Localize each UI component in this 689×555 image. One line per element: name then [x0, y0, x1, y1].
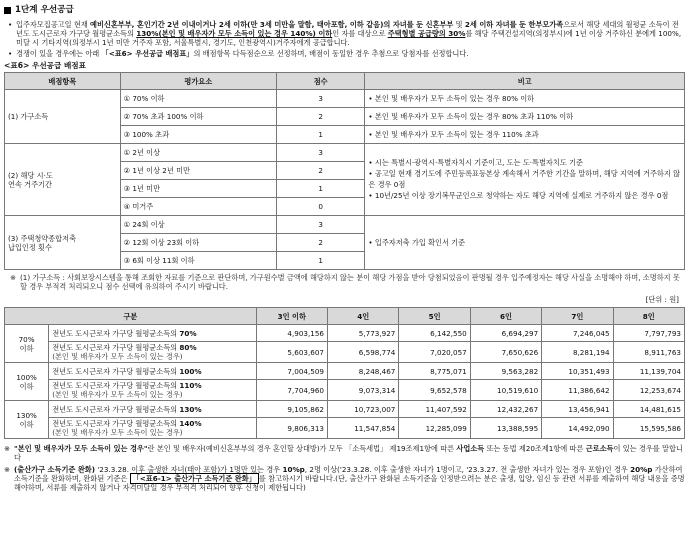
score-value: 1 [276, 180, 364, 198]
income-desc-text: 전년도 도시근로자 가구당 월평균소득의 [52, 343, 180, 353]
footnote-income [4, 444, 685, 462]
table-row [5, 363, 685, 380]
income-group-label: 100% 이하 [5, 363, 49, 401]
score-value: 0 [276, 198, 364, 216]
score-note: • 본인 및 배우자가 모두 소득이 있는 경우 80% 이하 [365, 90, 685, 108]
score-factor: ② 70% 초과 100% 이하 [120, 108, 276, 126]
income-value: 6,142,550 [399, 325, 470, 342]
intro-text: 경쟁이 있을 경우에는 아래 [16, 48, 102, 58]
table-row [5, 144, 685, 162]
income-value: 9,806,313 [256, 418, 327, 439]
footnote-emphasis: (출산가구 소득기준 완화) [14, 465, 96, 475]
score-table [4, 72, 685, 270]
income-table [4, 307, 685, 439]
income-value: 7,797,793 [613, 325, 684, 342]
intro-text: 입주자모집공고일 현재 [16, 19, 91, 29]
score-factor: ① 70% 이하 [120, 90, 276, 108]
table1-footnote: ※ (1) 가구소득 : 사회보장시스템을 통해 조회한 자료를 기준으로 판단하며, 가구원수별 금액에 해당하지 않는 분이 해당 가점을 받아 당첨되었음이 판명될 경우 입주예정자는 해당 사실을 소명해야 하며, 소명하지 못할 경우 부적격 처리되오니 점수 선택에 유의하여 주시기 바랍니다. [10, 273, 685, 291]
income-group-label: 70% 이하 [5, 325, 49, 363]
income-value: 8,911,763 [613, 342, 684, 363]
income-desc-sub: (본인 및 배우자가 모두 소득이 있는 경우) [52, 428, 183, 438]
footnote-text: 이 있는 경우를 말합니다 [14, 444, 683, 463]
table2-header: 7인 [542, 308, 613, 325]
footnote-birth [4, 465, 685, 492]
table2-header: 8인 [613, 308, 684, 325]
income-desc-text: 전년도 도시근로자 가구당 월평균소득의 [52, 419, 180, 429]
score-note: • 본인 및 배우자가 모두 소득이 있는 경우 80% 초과 110% 이하 [365, 108, 685, 126]
income-value: 9,652,578 [399, 380, 470, 401]
score-note: • 공고일 현재 경기도에 주민등록표등본상 계속해서 거주한 기간을 말하며, 해당 지역에 거주하지 않은 경우 0점 [368, 168, 681, 189]
intro-emphasis: 주택형별 공급량의 30% [387, 28, 466, 38]
income-percent: 70% [179, 328, 197, 338]
income-value: 11,407,592 [399, 401, 470, 418]
unit-label: [단위 : 원] [645, 295, 679, 305]
section-title: 1단계 우선공급 [15, 5, 74, 15]
score-factor: ④ 미거주 [120, 198, 276, 216]
score-value: 3 [276, 144, 364, 162]
income-value: 9,073,314 [327, 380, 398, 401]
income-desc [49, 401, 256, 418]
income-value: 8,248,467 [327, 363, 398, 380]
footnote-text: '23.3.28. 이후 출생한 자녀(태아 포함)가 1명만 있는 경우 [95, 465, 283, 475]
score-factor: ③ 1년 미만 [120, 180, 276, 198]
intro-emphasis: 「<표6> 우선공급 배점표」 [101, 48, 194, 58]
footnote-emphasis: 사업소득 [456, 444, 485, 454]
table1-header: 평가요소 [120, 73, 276, 90]
footnote-emphasis: 20%p [630, 465, 653, 475]
income-desc-text: 전년도 도시근로자 가구당 월평균소득의 [52, 328, 180, 338]
income-group-label: 130% 이하 [5, 401, 49, 439]
income-value: 9,105,862 [256, 401, 327, 418]
score-value: 3 [276, 90, 364, 108]
footnote-emphasis: 근로소득 [585, 444, 614, 454]
income-desc-sub: (본인 및 배우자가 모두 소득이 있는 경우) [52, 352, 183, 362]
footnote-text: 또는 동법 제20조제1항에 따른 [484, 444, 586, 454]
intro-text: 인 자를 대상으로 [332, 28, 388, 38]
table-row [5, 342, 685, 363]
income-value: 6,598,774 [327, 342, 398, 363]
table-row [5, 418, 685, 439]
table-row [5, 216, 685, 234]
table1-header: 점수 [276, 73, 364, 90]
score-note-block [365, 144, 685, 216]
income-value: 8,775,071 [399, 363, 470, 380]
income-percent: 80% [179, 343, 197, 353]
income-value: 13,456,941 [542, 401, 613, 418]
income-value: 6,694,297 [470, 325, 541, 342]
table-row [5, 90, 685, 108]
score-factor: ③ 100% 초과 [120, 126, 276, 144]
table-row [5, 401, 685, 418]
income-desc [49, 418, 256, 439]
income-value: 11,139,704 [613, 363, 684, 380]
income-value: 9,563,282 [470, 363, 541, 380]
score-note: • 본인 및 배우자가 모두 소득이 있는 경우 110% 초과 [365, 126, 685, 144]
table2-header: 5인 [399, 308, 470, 325]
table2-header: 3인 이하 [256, 308, 327, 325]
income-desc [49, 342, 256, 363]
footnote-text: 란 본인 및 배우자(예비신혼부부의 경우 혼인할 상대방)가 모두 「소득세법」 제19조제1항에 따른 [147, 444, 457, 454]
table2-header: 6인 [470, 308, 541, 325]
income-value: 14,492,090 [542, 418, 613, 439]
income-desc [49, 380, 256, 401]
income-value: 12,253,674 [613, 380, 684, 401]
income-value: 7,650,626 [470, 342, 541, 363]
income-value: 7,704,960 [256, 380, 327, 401]
footnote-emphasis: "본인 및 배우자가 모두 소득이 있는 경우" [14, 444, 148, 454]
income-value: 8,281,194 [542, 342, 613, 363]
income-value: 10,351,493 [542, 363, 613, 380]
table-row [5, 325, 685, 342]
intro-text: 으로서 해당 세대의 월평균 소득이 전년도 도시근로자 가구당 월평균소득의 [16, 19, 679, 38]
intro-text: 의 배점항목 다득점순으로 선정하며, 배점이 동일한 경우 추첨으로 당첨자를 선정합니다. [193, 48, 469, 58]
income-value: 5,603,607 [256, 342, 327, 363]
income-value: 12,432,267 [470, 401, 541, 418]
intro-paragraph-1 [8, 20, 685, 47]
score-factor: ① 2년 이상 [120, 144, 276, 162]
footnote-emphasis: 「<표6-1> 출산가구 소득기준 완화」 [130, 473, 259, 484]
score-item: (1) 가구소득 [5, 90, 121, 144]
table2-header: 구분 [5, 308, 257, 325]
score-value: 3 [276, 216, 364, 234]
income-value: 13,388,595 [470, 418, 541, 439]
income-value: 7,246,045 [542, 325, 613, 342]
table2-header: 4인 [327, 308, 398, 325]
footnote-text: 를 참고하시기 바랍니다.(단, 출산가구 완화된 소득기준을 인정받으려는 분은 출생, 입양, 임신 등 관련 서류를 제출하여 해당 내용을 증명해야하며, 서류를 제출하지 않거나 자격미달일 경우 부적격 처리되어 향후 신청이 제한됩니다) [14, 474, 685, 493]
footnote-text: , 2명 이상('23.3.28. 이후 출생한 자녀가 1명이고, '23.3.27. 전 출생한 자녀가 있는 경우 포함)인 경우 [304, 465, 631, 475]
score-item: (3) 주택청약종합저축 납입인정 횟수 [5, 216, 121, 270]
score-value: 1 [276, 252, 364, 270]
income-desc-text: 전년도 도시근로자 가구당 월평균소득의 [52, 381, 180, 391]
table1-header: 비고 [365, 73, 685, 90]
intro-text: 및 [453, 19, 465, 29]
income-value: 7,004,509 [256, 363, 327, 380]
intro-emphasis: 2세 이하 자녀를 둔 한부모가족 [464, 19, 564, 29]
income-desc [49, 363, 256, 380]
score-value: 2 [276, 108, 364, 126]
income-value: 11,386,642 [542, 380, 613, 401]
income-desc [49, 325, 256, 342]
income-percent: 140% [179, 419, 202, 429]
income-value: 11,547,854 [327, 418, 398, 439]
income-value: 12,285,099 [399, 418, 470, 439]
income-value: 7,020,057 [399, 342, 470, 363]
income-percent: 130% [179, 404, 202, 414]
section-heading [4, 5, 685, 16]
score-factor: ③ 6회 이상 11회 이하 [120, 252, 276, 270]
intro-paragraph-2 [8, 49, 685, 58]
income-value: 5,773,927 [327, 325, 398, 342]
score-note: • 입주자저축 가입 확인서 기준 [365, 216, 685, 270]
income-percent: 100% [179, 366, 202, 376]
score-factor: ② 12회 이상 23회 이하 [120, 234, 276, 252]
score-value: 2 [276, 162, 364, 180]
income-value: 14,481,615 [613, 401, 684, 418]
score-factor: ① 24회 이상 [120, 216, 276, 234]
income-value: 10,723,007 [327, 401, 398, 418]
square-bullet-icon [4, 7, 11, 14]
score-value: 2 [276, 234, 364, 252]
table1-caption: <표6> 우선공급 배점표 [4, 60, 86, 70]
income-value: 15,595,586 [613, 418, 684, 439]
table1-header: 배점항목 [5, 73, 121, 90]
intro-emphasis: 예비신혼부부, 혼인기간 2년 이내이거나 2세 이하(만 3세 미만을 말함, 태아포함, 이하 같음)의 자녀를 둔 신혼부부 [90, 19, 454, 29]
income-value: 4,903,156 [256, 325, 327, 342]
intro-text: 를 해당 주택건설지역(의정부시)에 1년 이상 거주하신 분에게 100%, 미달 시 기타지역(의정부시 1년 미만 거주자 포함, 서울특별시, 경기도, 인천광역시)거주자에게 공급합니다. [16, 28, 682, 47]
income-desc-text: 전년도 도시근로자 가구당 월평균소득의 [52, 404, 180, 414]
table-row [5, 380, 685, 401]
score-value: 1 [276, 126, 364, 144]
intro-emphasis: 130%(본인 및 배우자가 모두 소득이 있는 경우 140%) 이하 [136, 28, 333, 38]
score-factor: ② 1년 이상 2년 미만 [120, 162, 276, 180]
score-note: • 시는 특별시·광역시·특별자치시 기준이고, 도는 도·특별자치도 기준 [368, 158, 583, 168]
score-item: (2) 해당 시·도 연속 거주기간 [5, 144, 121, 216]
footnote-emphasis: 10%p [282, 465, 305, 475]
income-value: 10,519,610 [470, 380, 541, 401]
score-note: • 10년/25년 이상 장기복무군인으로 청약하는 자도 해당 지역에 실제로 거주하지 않은 경우 0점 [368, 190, 669, 200]
income-desc-text: 전년도 도시근로자 가구당 월평균소득의 [52, 366, 180, 376]
footnote-text: 가산하여 소득기준을 완화하며, 완화된 기준은 [14, 465, 683, 484]
income-desc-sub: (본인 및 배우자가 모두 소득이 있는 경우) [52, 390, 183, 400]
income-percent: 110% [179, 381, 202, 391]
